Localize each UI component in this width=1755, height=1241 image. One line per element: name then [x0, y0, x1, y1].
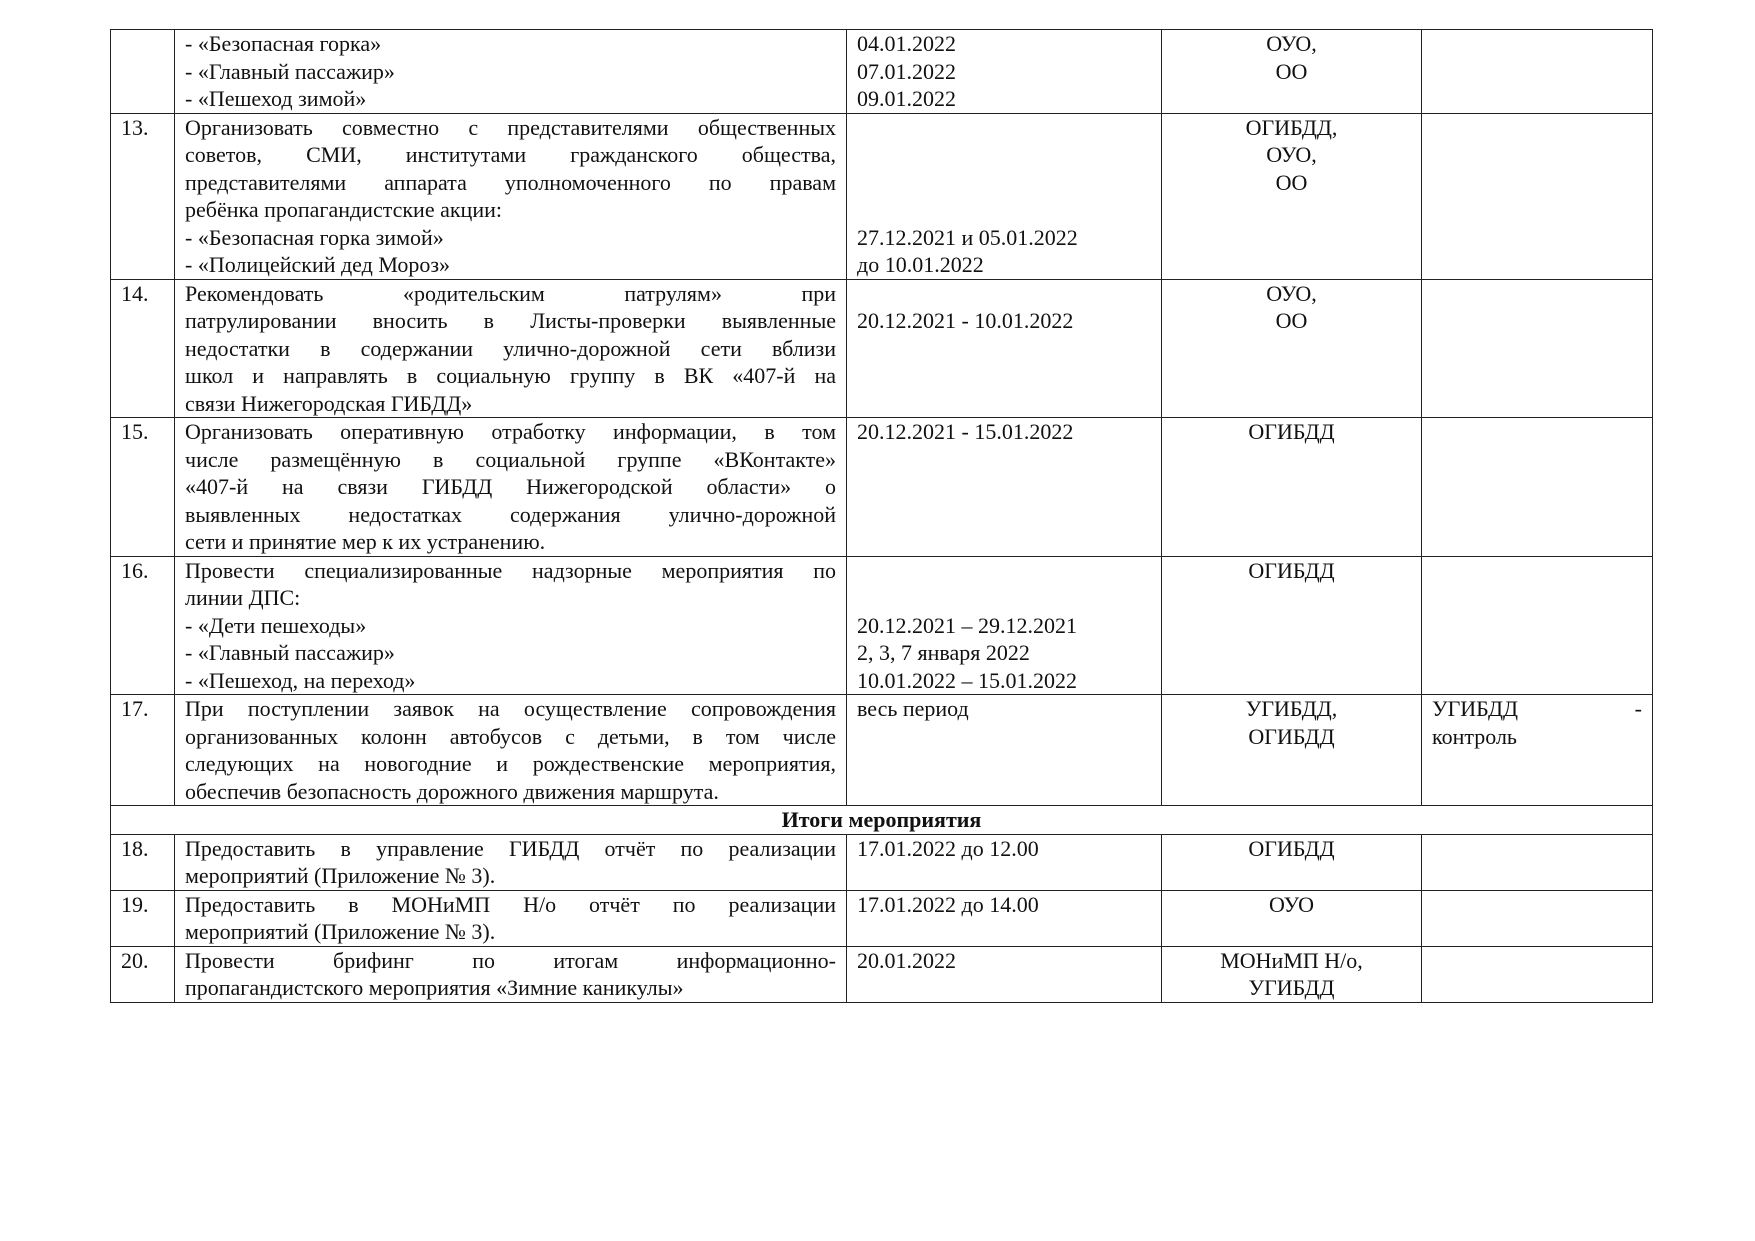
- task-line: числе размещённую в социальной группе «ВКонтакте»: [185, 446, 836, 472]
- task-line: - «Главный пассажир»: [185, 58, 395, 84]
- date-line: [857, 196, 1151, 224]
- date-cell: [847, 834, 1162, 890]
- task-line: - «Полицейский дед Мороз»: [185, 252, 451, 277]
- control-cell: [1422, 890, 1653, 946]
- date-line: [857, 141, 1151, 169]
- date-line: [857, 169, 1151, 197]
- control-note: контроль: [1432, 723, 1517, 749]
- row-number: 17.: [111, 695, 175, 806]
- responsible-line: ОУО,: [1266, 280, 1317, 306]
- date-line: 10.01.2022 – 15.01.2022: [857, 667, 1077, 693]
- date-cell: [847, 418, 1162, 557]
- table-row: [111, 695, 1653, 806]
- task-line: Предоставить в МОНиМП Н/о отчёт по реализации: [185, 891, 836, 917]
- date-line: [857, 557, 1151, 585]
- task-line: следующих на новогодние и рождественские мероприятия,: [185, 751, 836, 776]
- row-number: 19.: [111, 890, 175, 946]
- responsible-line: ОУО,: [1266, 142, 1317, 167]
- task-line: - «Главный пассажир»: [185, 640, 395, 665]
- task-line: сети и принятие мер к их устранению.: [185, 529, 546, 554]
- row-number: 20.: [111, 946, 175, 1002]
- responsible-line: УГИБДД,: [1245, 696, 1338, 721]
- control-cell: [1422, 279, 1653, 418]
- task-line: советов, СМИ, институтами гражданского общества,: [185, 142, 836, 167]
- control-cell: [1422, 556, 1653, 695]
- task-line: Организовать оперативную отработку информации, в том: [185, 419, 836, 444]
- task-cell: [175, 834, 847, 890]
- responsible-line: ОГИБДД: [1248, 723, 1335, 749]
- control-first-line: [1432, 695, 1642, 723]
- task-line: - «Безопасная горка»: [185, 31, 382, 56]
- control-dash: -: [1634, 696, 1642, 721]
- date-line: 20.12.2021 - 15.01.2022: [857, 419, 1074, 444]
- responsible-cell: [1162, 279, 1422, 418]
- task-line: патрулировании вносить в Листы-проверки выявленные: [185, 308, 836, 333]
- task-cell: [175, 695, 847, 806]
- responsible-cell: [1162, 946, 1422, 1002]
- task-cell: [175, 30, 847, 114]
- task-line: пропагандистского мероприятия «Зимние каникулы»: [185, 975, 684, 1000]
- responsible-line: ОГИБДД: [1248, 557, 1335, 583]
- section-row: [111, 806, 1653, 835]
- task-line: - «Безопасная горка зимой»: [185, 224, 444, 250]
- control-cell: [1422, 695, 1653, 806]
- responsible-cell: [1162, 890, 1422, 946]
- task-line: Провести брифинг по итогам информационно-: [185, 947, 836, 973]
- row-number: 13.: [111, 113, 175, 279]
- responsible-line: ОГИБДД,: [1245, 114, 1338, 140]
- responsible-line: МОНиМП Н/о,: [1220, 947, 1363, 973]
- task-line: представителями аппарата уполномоченного по правам: [185, 169, 836, 195]
- responsible-cell: [1162, 113, 1422, 279]
- control-cell: [1422, 30, 1653, 114]
- table-row: [111, 834, 1653, 890]
- date-line: 20.12.2021 – 29.12.2021: [857, 612, 1077, 638]
- responsible-cell: [1162, 834, 1422, 890]
- task-cell: [175, 418, 847, 557]
- task-line: выявленных недостатках содержания улично-дорожной: [185, 501, 836, 527]
- table-row: [111, 279, 1653, 418]
- date-line: 17.01.2022 до 14.00: [857, 891, 1039, 917]
- date-line: 20.12.2021 - 10.01.2022: [857, 308, 1074, 333]
- section-title: Итоги мероприятия: [111, 806, 1653, 835]
- date-line: 17.01.2022 до 12.00: [857, 835, 1039, 861]
- task-line: Провести специализированные надзорные мероприятия по: [185, 557, 836, 583]
- date-line: [857, 584, 1151, 612]
- responsible-line: ОО: [1275, 58, 1308, 84]
- table-row: [111, 418, 1653, 557]
- row-number: [111, 30, 175, 114]
- row-number: 15.: [111, 418, 175, 557]
- responsible-line: УГИБДД: [1248, 975, 1335, 1000]
- table-row: [111, 946, 1653, 1002]
- task-line: Рекомендовать «родительским патрулям» при: [185, 280, 836, 306]
- task-line: связи Нижегородская ГИБДД»: [185, 390, 473, 416]
- task-cell: [175, 113, 847, 279]
- task-line: Организовать совместно с представителями общественных: [185, 114, 836, 140]
- task-line: «407-й на связи ГИБДД Нижегородской области» о: [185, 474, 836, 499]
- control-cell: [1422, 418, 1653, 557]
- responsible-line: ОГИБДД: [1248, 835, 1335, 861]
- measures-table: [110, 29, 1653, 1003]
- responsible-line: ОО: [1275, 169, 1308, 195]
- control-cell: [1422, 834, 1653, 890]
- date-line: [857, 114, 1151, 142]
- date-line: до 10.01.2022: [857, 252, 984, 277]
- date-cell: [847, 279, 1162, 418]
- date-cell: [847, 890, 1162, 946]
- date-line: [857, 280, 1151, 308]
- table-row: [111, 556, 1653, 695]
- task-line: - «Пешеход зимой»: [185, 86, 367, 111]
- responsible-line: ОУО: [1268, 891, 1315, 917]
- task-line: ребёнка пропагандистские акции:: [185, 197, 502, 222]
- responsible-cell: [1162, 30, 1422, 114]
- date-line: 04.01.2022: [857, 31, 956, 56]
- responsible-line: ОГИБДД: [1248, 419, 1335, 444]
- row-number: 14.: [111, 279, 175, 418]
- date-line: весь период: [857, 696, 969, 721]
- date-cell: [847, 695, 1162, 806]
- date-line: 27.12.2021 и 05.01.2022: [857, 224, 1078, 250]
- date-line: 2, 3, 7 января 2022: [857, 640, 1030, 665]
- date-line: 20.01.2022: [857, 947, 956, 973]
- task-line: обеспечив безопасность дорожного движения маршрута.: [185, 778, 719, 804]
- control-cell: [1422, 113, 1653, 279]
- task-cell: [175, 279, 847, 418]
- responsible-line: ОУО,: [1266, 31, 1317, 56]
- task-cell: [175, 556, 847, 695]
- task-line: - «Дети пешеходы»: [185, 612, 367, 638]
- control-cell: [1422, 946, 1653, 1002]
- table-row: [111, 890, 1653, 946]
- row-number: 18.: [111, 834, 175, 890]
- task-line: Предоставить в управление ГИБДД отчёт по реализации: [185, 835, 836, 861]
- task-cell: [175, 946, 847, 1002]
- date-cell: [847, 556, 1162, 695]
- task-cell: [175, 890, 847, 946]
- task-line: мероприятий (Приложение № 3).: [185, 863, 496, 888]
- task-line: школ и направлять в социальную группу в ВК «407-й на: [185, 363, 836, 388]
- table-row: [111, 30, 1653, 114]
- measures-table-body: [111, 30, 1653, 1003]
- date-line: 09.01.2022: [857, 86, 956, 111]
- responsible-line: ОО: [1275, 308, 1308, 333]
- responsible-cell: [1162, 418, 1422, 557]
- date-cell: [847, 113, 1162, 279]
- task-line: недостатки в содержании улично-дорожной сети вблизи: [185, 335, 836, 361]
- row-number: 16.: [111, 556, 175, 695]
- task-line: линии ДПС:: [185, 585, 301, 610]
- date-line: 07.01.2022: [857, 58, 956, 84]
- task-line: организованных колонн автобусов с детьми, в том числе: [185, 723, 836, 749]
- task-line: мероприятий (Приложение № 3).: [185, 919, 496, 944]
- responsible-cell: [1162, 695, 1422, 806]
- control-org: УГИБДД: [1432, 696, 1518, 721]
- task-line: - «Пешеход, на переход»: [185, 667, 416, 693]
- responsible-cell: [1162, 556, 1422, 695]
- date-cell: [847, 30, 1162, 114]
- table-row: [111, 113, 1653, 279]
- task-line: При поступлении заявок на осуществление сопровождения: [185, 696, 836, 721]
- date-cell: [847, 946, 1162, 1002]
